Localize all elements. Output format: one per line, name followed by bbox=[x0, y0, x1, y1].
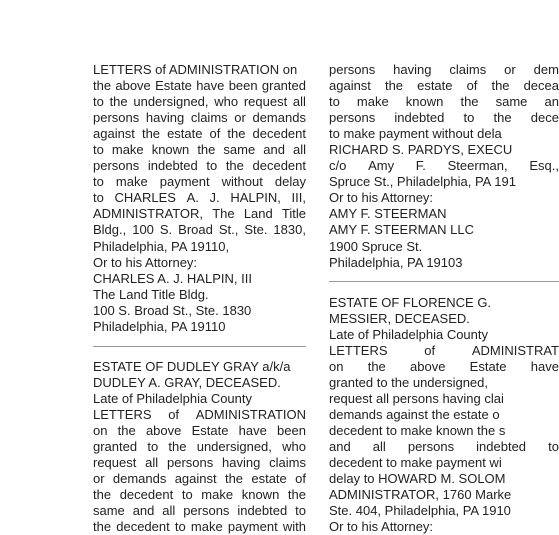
word: to bbox=[295, 503, 306, 519]
word: of bbox=[168, 406, 180, 422]
word: and bbox=[329, 439, 351, 455]
word: payment bbox=[159, 174, 210, 190]
word: make bbox=[201, 487, 234, 503]
word: Title bbox=[281, 206, 306, 222]
word: S. bbox=[159, 222, 173, 238]
word: same bbox=[495, 94, 528, 110]
word: to bbox=[93, 190, 104, 206]
word: HALPIN, bbox=[230, 190, 281, 206]
left-column bbox=[93, 62, 306, 535]
notice-line: Ste. 404, Philadelphia, PA 1910 bbox=[329, 503, 511, 519]
word: ADMINISTRATOR, bbox=[93, 206, 204, 222]
word: above bbox=[145, 422, 182, 438]
notice-line: Or to his Attorney: bbox=[329, 519, 434, 535]
word: having bbox=[145, 110, 185, 126]
notice-line bbox=[329, 158, 559, 174]
notice-line: AMY F. STEERMAN bbox=[329, 206, 447, 222]
word: known bbox=[241, 487, 280, 503]
word: The bbox=[212, 206, 235, 222]
word: persons bbox=[93, 110, 140, 126]
word: have bbox=[196, 78, 225, 94]
word: undersigned, bbox=[196, 439, 272, 455]
notice-halpin-administration bbox=[93, 62, 306, 335]
word: Estate bbox=[155, 78, 192, 94]
word: payment bbox=[227, 519, 278, 535]
word: same bbox=[93, 503, 125, 519]
notice-line bbox=[93, 158, 306, 174]
notice-line: Philadelphia, PA 19110, bbox=[93, 238, 230, 254]
notice-line bbox=[93, 455, 306, 471]
notice-line: CHARLES A. J. HALPIN, III bbox=[93, 270, 252, 286]
word: decedent bbox=[252, 126, 306, 142]
notice-heading: ESTATE OF DUDLEY GRAY a/k/a bbox=[93, 358, 291, 374]
word: demands bbox=[252, 110, 306, 126]
word: without bbox=[221, 174, 263, 190]
notice-line: 1900 Spruce St. bbox=[329, 238, 423, 254]
word: decedent bbox=[252, 158, 306, 174]
word: to bbox=[463, 110, 475, 126]
word: of bbox=[466, 78, 478, 94]
word: persons bbox=[329, 62, 376, 77]
word: and bbox=[132, 503, 155, 519]
notice-heading: DUDLEY A. GRAY, DECEASED. bbox=[93, 374, 281, 390]
notice-line: LETTERS of ADMINISTRATION on bbox=[93, 62, 298, 77]
word: against bbox=[174, 471, 217, 487]
notice-line: decedent to make payment wi bbox=[329, 455, 502, 471]
word: all bbox=[292, 142, 306, 158]
notice-heading: ESTATE OF FLORENCE G. bbox=[329, 294, 492, 310]
word: against bbox=[329, 78, 371, 94]
notice-line: decedent to make known the s bbox=[329, 422, 506, 438]
notice-line: demands against the estate o bbox=[329, 406, 500, 422]
word: an bbox=[544, 94, 559, 110]
word: estate bbox=[167, 126, 203, 142]
word: having bbox=[222, 455, 261, 471]
word: all bbox=[292, 94, 306, 110]
word: LETTERS bbox=[93, 406, 152, 422]
notice-line: Late of Philadelphia County bbox=[329, 326, 489, 342]
word: Broad bbox=[178, 222, 213, 238]
word: persons bbox=[93, 158, 140, 174]
word: who bbox=[214, 94, 239, 110]
word: above bbox=[115, 78, 151, 94]
word: granted bbox=[261, 78, 306, 94]
notice-line: Philadelphia, PA 19103 bbox=[329, 254, 463, 270]
notice-line: The Land Title Bldg. bbox=[93, 286, 209, 302]
word: all bbox=[162, 503, 176, 519]
word: III, bbox=[291, 190, 306, 206]
word: Estate bbox=[191, 422, 229, 438]
word: persons bbox=[329, 110, 376, 126]
word: make bbox=[115, 174, 148, 190]
word: who bbox=[282, 439, 306, 455]
word: Ste. bbox=[244, 222, 268, 238]
notice-line bbox=[93, 407, 306, 423]
word: or bbox=[504, 62, 516, 77]
notice-line: Or to his Attorney: bbox=[93, 254, 198, 270]
word: 100 bbox=[132, 222, 154, 238]
notice-line bbox=[329, 439, 559, 455]
word: or bbox=[93, 471, 105, 487]
word: to bbox=[147, 439, 159, 455]
word: St., bbox=[218, 222, 239, 238]
word: indebted bbox=[476, 439, 527, 455]
word: the bbox=[141, 126, 161, 142]
word: the bbox=[384, 78, 404, 94]
notice-line bbox=[329, 110, 559, 126]
notice-line bbox=[93, 471, 306, 487]
word: decedent bbox=[116, 519, 170, 535]
notice-line bbox=[93, 206, 306, 222]
word: known bbox=[151, 142, 190, 158]
word: the bbox=[367, 358, 386, 374]
word: on bbox=[329, 358, 344, 374]
notice-line bbox=[329, 78, 559, 94]
word: to bbox=[181, 487, 193, 503]
word: the bbox=[117, 422, 136, 438]
word: on bbox=[93, 422, 108, 438]
word: the bbox=[197, 142, 216, 158]
word: to bbox=[174, 519, 186, 535]
word: make bbox=[190, 519, 223, 535]
word: of bbox=[424, 342, 436, 358]
word: all bbox=[145, 455, 159, 471]
notice-line: Or to his Attorney: bbox=[329, 190, 434, 206]
word: indebted bbox=[147, 158, 198, 174]
notice-line bbox=[93, 487, 306, 503]
word: Land bbox=[243, 206, 273, 222]
notice-line bbox=[93, 222, 306, 238]
word: persons bbox=[183, 503, 230, 519]
word: J. bbox=[209, 190, 220, 206]
word: to bbox=[93, 142, 104, 158]
notice-line: 100 S. Broad St., Ste. 1830 bbox=[93, 302, 252, 318]
word: having bbox=[393, 62, 432, 77]
word: the bbox=[287, 487, 306, 503]
word: claims bbox=[269, 455, 306, 471]
notice-line bbox=[329, 62, 559, 78]
word: dece bbox=[530, 110, 559, 126]
word: F. bbox=[415, 158, 426, 174]
notice-line: Spruce St., Philadelphia, PA 191 bbox=[329, 174, 516, 190]
word: the bbox=[93, 487, 112, 503]
word: or bbox=[234, 110, 246, 126]
word: of bbox=[295, 471, 306, 487]
notice-divider bbox=[93, 346, 306, 347]
word: 1830, bbox=[273, 222, 306, 238]
notice-line bbox=[93, 190, 306, 206]
notice-line: to make payment without dela bbox=[329, 126, 502, 142]
word: to bbox=[206, 158, 218, 174]
notice-line bbox=[93, 126, 306, 142]
word: undersigned, bbox=[133, 94, 209, 110]
word: make bbox=[111, 142, 144, 158]
word: c/o bbox=[329, 158, 347, 174]
notice-line bbox=[93, 439, 306, 455]
word: delay bbox=[274, 174, 306, 190]
notice-line: Philadelphia, PA 19110 bbox=[93, 318, 226, 334]
word: to bbox=[93, 94, 104, 110]
word: the bbox=[493, 110, 512, 126]
word: the bbox=[93, 519, 112, 535]
notice-line bbox=[93, 503, 306, 519]
word: been bbox=[277, 422, 306, 438]
word: CHARLES bbox=[114, 190, 176, 206]
word: Steerman, bbox=[447, 158, 508, 174]
notice-line: request all persons having clai bbox=[329, 390, 504, 406]
word: against bbox=[93, 126, 135, 142]
notice-line bbox=[329, 94, 559, 110]
word: estate bbox=[417, 78, 453, 94]
word: LETTERS bbox=[329, 342, 388, 358]
notice-line bbox=[93, 78, 306, 94]
word: have bbox=[238, 422, 267, 438]
word: Amy bbox=[368, 158, 395, 174]
word: have bbox=[530, 358, 559, 374]
word: same bbox=[223, 142, 256, 158]
word: indebted bbox=[237, 503, 288, 519]
word: claims bbox=[449, 62, 487, 77]
word: to bbox=[93, 174, 104, 190]
word: of bbox=[209, 126, 221, 142]
word: decedent bbox=[119, 487, 174, 503]
word: Estate bbox=[469, 358, 507, 374]
word: dem bbox=[533, 62, 559, 77]
notice-line bbox=[93, 519, 306, 535]
word: ADMINISTRAT bbox=[471, 342, 559, 358]
word: claims bbox=[190, 110, 228, 126]
notice-pardys-executor bbox=[329, 62, 559, 271]
word: request bbox=[243, 94, 288, 110]
word: make bbox=[356, 94, 389, 110]
word: and bbox=[263, 142, 285, 158]
word: above bbox=[410, 358, 446, 374]
notice-line: RICHARD S. PARDYS, EXECU bbox=[329, 142, 513, 158]
word: the bbox=[227, 126, 246, 142]
word: A. bbox=[186, 190, 199, 206]
notice-heading: MESSIER, DECEASED. bbox=[329, 310, 470, 326]
word: request bbox=[93, 455, 137, 471]
word: ADMINISTRATION bbox=[195, 406, 306, 422]
word: the bbox=[109, 94, 128, 110]
word: been bbox=[228, 78, 258, 94]
word: with bbox=[282, 519, 306, 535]
notice-line: AMY F. STEERMAN LLC bbox=[329, 222, 474, 238]
word: estate bbox=[251, 471, 287, 487]
word: Bldg., bbox=[93, 222, 127, 238]
word: the bbox=[225, 158, 244, 174]
right-column bbox=[329, 62, 559, 535]
notice-line bbox=[93, 94, 306, 110]
notice-line bbox=[93, 423, 306, 439]
word: persons bbox=[407, 439, 455, 455]
notice-line bbox=[329, 343, 559, 359]
word: the bbox=[224, 471, 244, 487]
word: decea bbox=[523, 78, 559, 94]
notice-line bbox=[93, 174, 306, 190]
notice-line: Late of Philadelphia County bbox=[93, 390, 253, 406]
word: indebted bbox=[394, 110, 445, 126]
word: the bbox=[168, 439, 187, 455]
word: the bbox=[491, 78, 510, 94]
notice-estate-of-florence-messier bbox=[329, 295, 559, 535]
notice-line: delay to HOWARD M. SOLOM bbox=[329, 471, 506, 487]
notice-line: granted to the undersigned, bbox=[329, 374, 489, 390]
word: known bbox=[405, 94, 444, 110]
notice-estate-of-dudley-gray bbox=[93, 359, 306, 535]
notice-line bbox=[93, 110, 306, 126]
word: persons bbox=[166, 455, 214, 471]
word: the bbox=[460, 94, 479, 110]
notice-line bbox=[93, 142, 306, 158]
word: to bbox=[548, 439, 559, 455]
word: the bbox=[93, 78, 112, 94]
notice-line bbox=[329, 359, 559, 375]
word: demands bbox=[112, 471, 167, 487]
word: all bbox=[372, 439, 386, 455]
word: granted bbox=[93, 439, 138, 455]
word: to bbox=[329, 94, 340, 110]
notice-divider bbox=[329, 281, 559, 282]
word: Esq., bbox=[529, 158, 559, 174]
notice-line: ADMINISTRATOR, 1760 Marke bbox=[329, 487, 512, 503]
